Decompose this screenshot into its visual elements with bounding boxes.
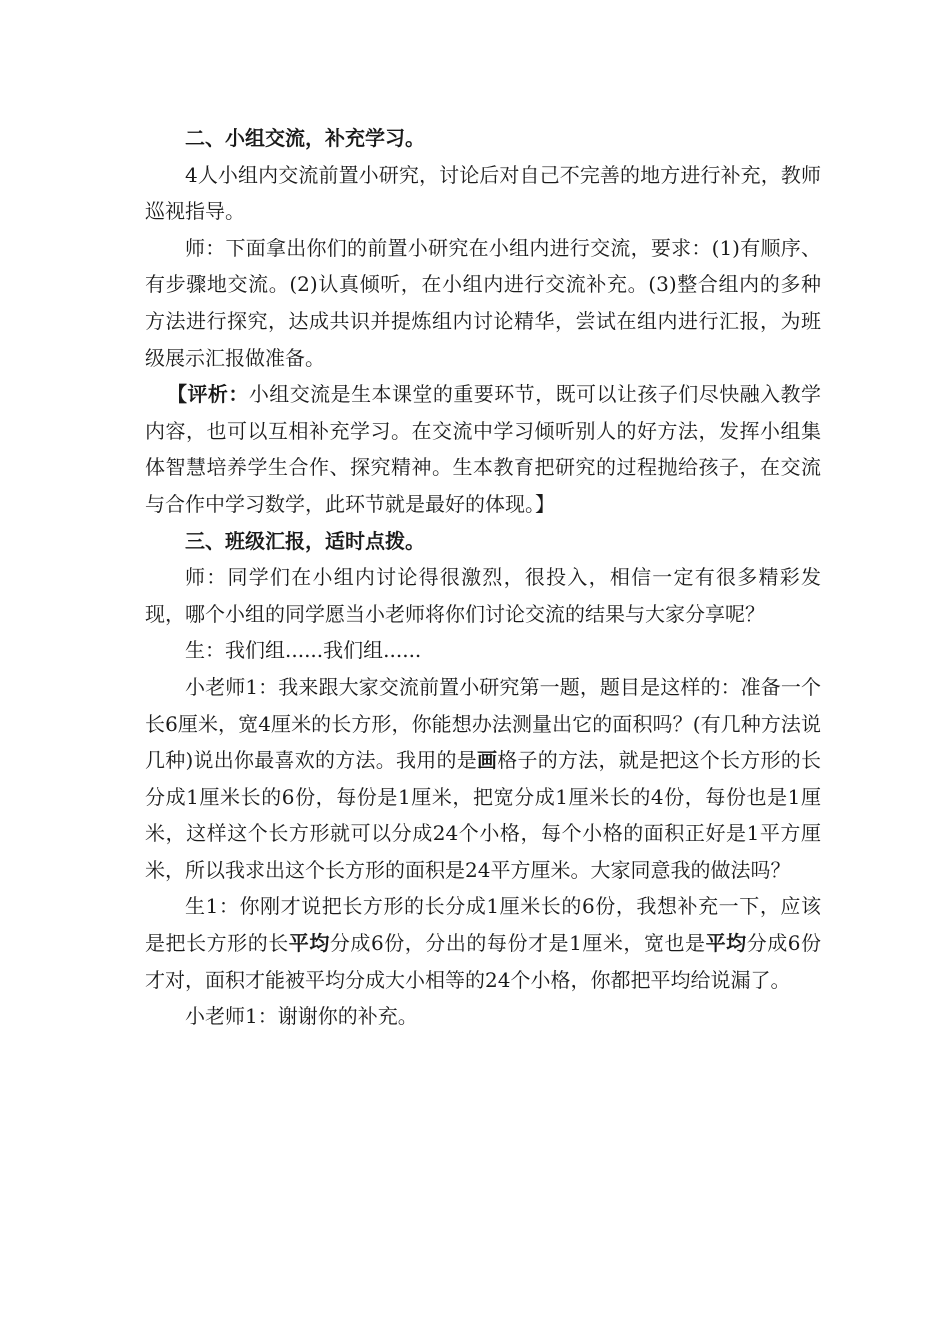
- paragraph-little-teacher-report: [145, 669, 821, 889]
- document-page: [145, 120, 821, 1035]
- paragraph-little-teacher-thanks: 小老师1：谢谢你的补充。: [185, 1004, 418, 1029]
- analysis-text: 小组交流是生本课堂的重要环节，既可以让孩子们尽快融入教学内容，也可以互相补充学习。在交流中学习倾听别人的好方法，发挥小组集体智慧培养学生合作、探究精神。生本教育把研究的过程抛给孩子，在交流与合作中学习数学，此环节就是最好的体现。】: [145, 382, 822, 516]
- report-text-a: 小老师1：我来跟大家交流前置小研究第一题，题目是这样的：准备一个长6厘米，宽4厘米的长方形，你能想办法测量出它的面积吗？(有几种方法说几种)说出你最喜欢的方法。我用的是: [145, 674, 821, 773]
- paragraph-student-supplement: [145, 888, 821, 998]
- section-heading-3: 三、班级汇报，适时点拨。: [185, 528, 425, 553]
- supplement-bold-average-2: 平均: [705, 931, 747, 956]
- section-heading-2: 二、小组交流，补充学习。: [185, 126, 425, 150]
- report-bold-draw: 画: [477, 748, 498, 773]
- supplement-text-a: 生1：你刚才说把长方形的长分成1厘米长的6份，我想补充一下，应该是把长方形的长: [145, 894, 821, 956]
- paragraph-teacher-prompt: 师：同学们在小组内讨论得很激烈，很投入，相信一定有很多精彩发现，哪个小组的同学愿当小老师将你们讨论交流的结果与大家分享呢？: [145, 565, 821, 626]
- report-text-b: 格子的方法，就是把这个长方形的长分成1厘米长的6份，每份是1厘米，把宽分成1厘米长的4份，每份也是1厘米，这样这个长方形就可以分成24个小格，每个小格的面积正好是1平方厘米，所以我求出这个长方形的面积是24平方厘米。大家同意我的做法吗？: [145, 748, 822, 882]
- paragraph-teacher-requirements: 师：下面拿出你们的前置小研究在小组内进行交流，要求：(1)有顺序、有步骤地交流。(2)认真倾听，在小组内进行交流补充。(3)整合组内的多种方法进行探究，达成共识并提炼组内讨论精华，尝试在组内进行汇报，为班级展示汇报做准备。: [145, 235, 821, 370]
- paragraph-students-reply: 生：我们组......我们组......: [185, 638, 422, 663]
- supplement-text-b: 分成6份，分出的每份才是1厘米，宽也是: [329, 931, 706, 956]
- analysis-paragraph: [145, 376, 821, 522]
- supplement-bold-average-1: 平均: [288, 931, 330, 956]
- analysis-label: 【评析：: [167, 382, 249, 407]
- supplement-text-c: 分成6份才对，面积才能被平均分成大小相等的24个小格，你都把平均给说漏了。: [145, 931, 822, 992]
- paragraph-group-exchange: 4人小组内交流前置小研究，讨论后对自己不完善的地方进行补充，教师巡视指导。: [145, 162, 821, 224]
